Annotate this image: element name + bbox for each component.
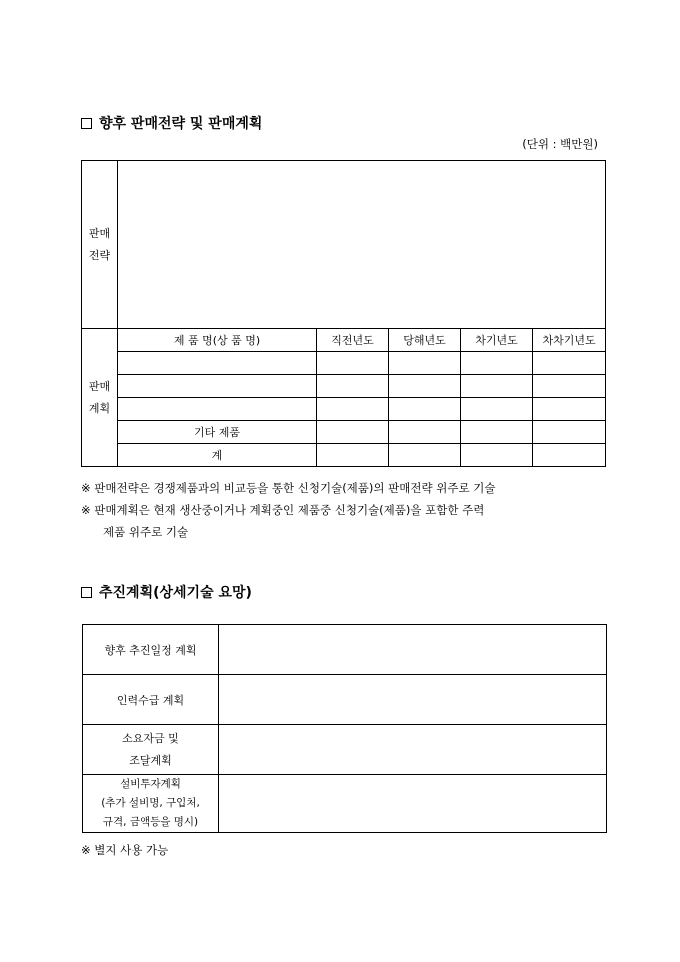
facility-plan-cell[interactable] (219, 775, 607, 833)
checkbox-square-icon (81, 587, 92, 598)
column-header-year-after-next: 차차기년도 (533, 329, 606, 352)
column-header-product: 제 품 명(상 품 명) (118, 329, 317, 352)
note-sales-strategy: ※ 판매전략은 경쟁제품과의 비교등을 통한 신청기술(제품)의 판매전략 위주로 기술 (81, 481, 496, 495)
strategy-label: 판매 전략 (82, 161, 118, 329)
table-row (83, 625, 607, 675)
total-row (82, 444, 606, 467)
note-attachment: ※ 별지 사용 가능 (81, 843, 169, 857)
funding-plan-cell[interactable] (219, 725, 607, 775)
schedule-plan-label: 향후 추진일정 계획 (83, 625, 219, 675)
other-products-label: 기타 제품 (118, 421, 317, 444)
total-label: 계 (118, 444, 317, 467)
table-row (83, 775, 607, 833)
column-header-current-year: 당해년도 (389, 329, 461, 352)
manpower-plan-label: 인력수급 계획 (83, 675, 219, 725)
manpower-plan-cell[interactable] (219, 675, 607, 725)
table-row (82, 352, 606, 375)
other-products-row (82, 421, 606, 444)
section1-title (81, 113, 262, 133)
table-row (83, 675, 607, 725)
column-header-prev-year: 직전년도 (317, 329, 389, 352)
facility-plan-label: 설비투자계획 (추가 설비명, 구입처, 규격, 금액등을 명시) (83, 775, 219, 833)
funding-plan-label: 소요자금 및 조달계획 (83, 725, 219, 775)
strategy-row (82, 161, 606, 329)
section1-title-text: 향후 판매전략 및 판매계획 (99, 116, 263, 132)
checkbox-square-icon (81, 118, 92, 129)
schedule-plan-cell[interactable] (219, 625, 607, 675)
sales-plan-table (81, 160, 606, 467)
note-sales-plan: ※ 판매계획은 현재 생산중이거나 계획중인 제품중 신청기술(제품)을 포함한 주력 (81, 503, 485, 517)
strategy-content-cell[interactable] (118, 161, 606, 329)
table-row (83, 725, 607, 775)
promotion-plan-table (82, 624, 607, 833)
table-row (82, 375, 606, 398)
note-sales-plan-cont: 제품 위주로 기술 (103, 525, 189, 539)
table-header-row (82, 329, 606, 352)
section2-title-text: 추진계획(상세기술 요망) (99, 585, 252, 601)
section2-title (81, 582, 252, 602)
table-row (82, 398, 606, 421)
column-header-next-year: 차기년도 (461, 329, 533, 352)
unit-label: (단위 : 백만원) (522, 137, 598, 151)
plan-label: 판매 계획 (82, 329, 118, 467)
